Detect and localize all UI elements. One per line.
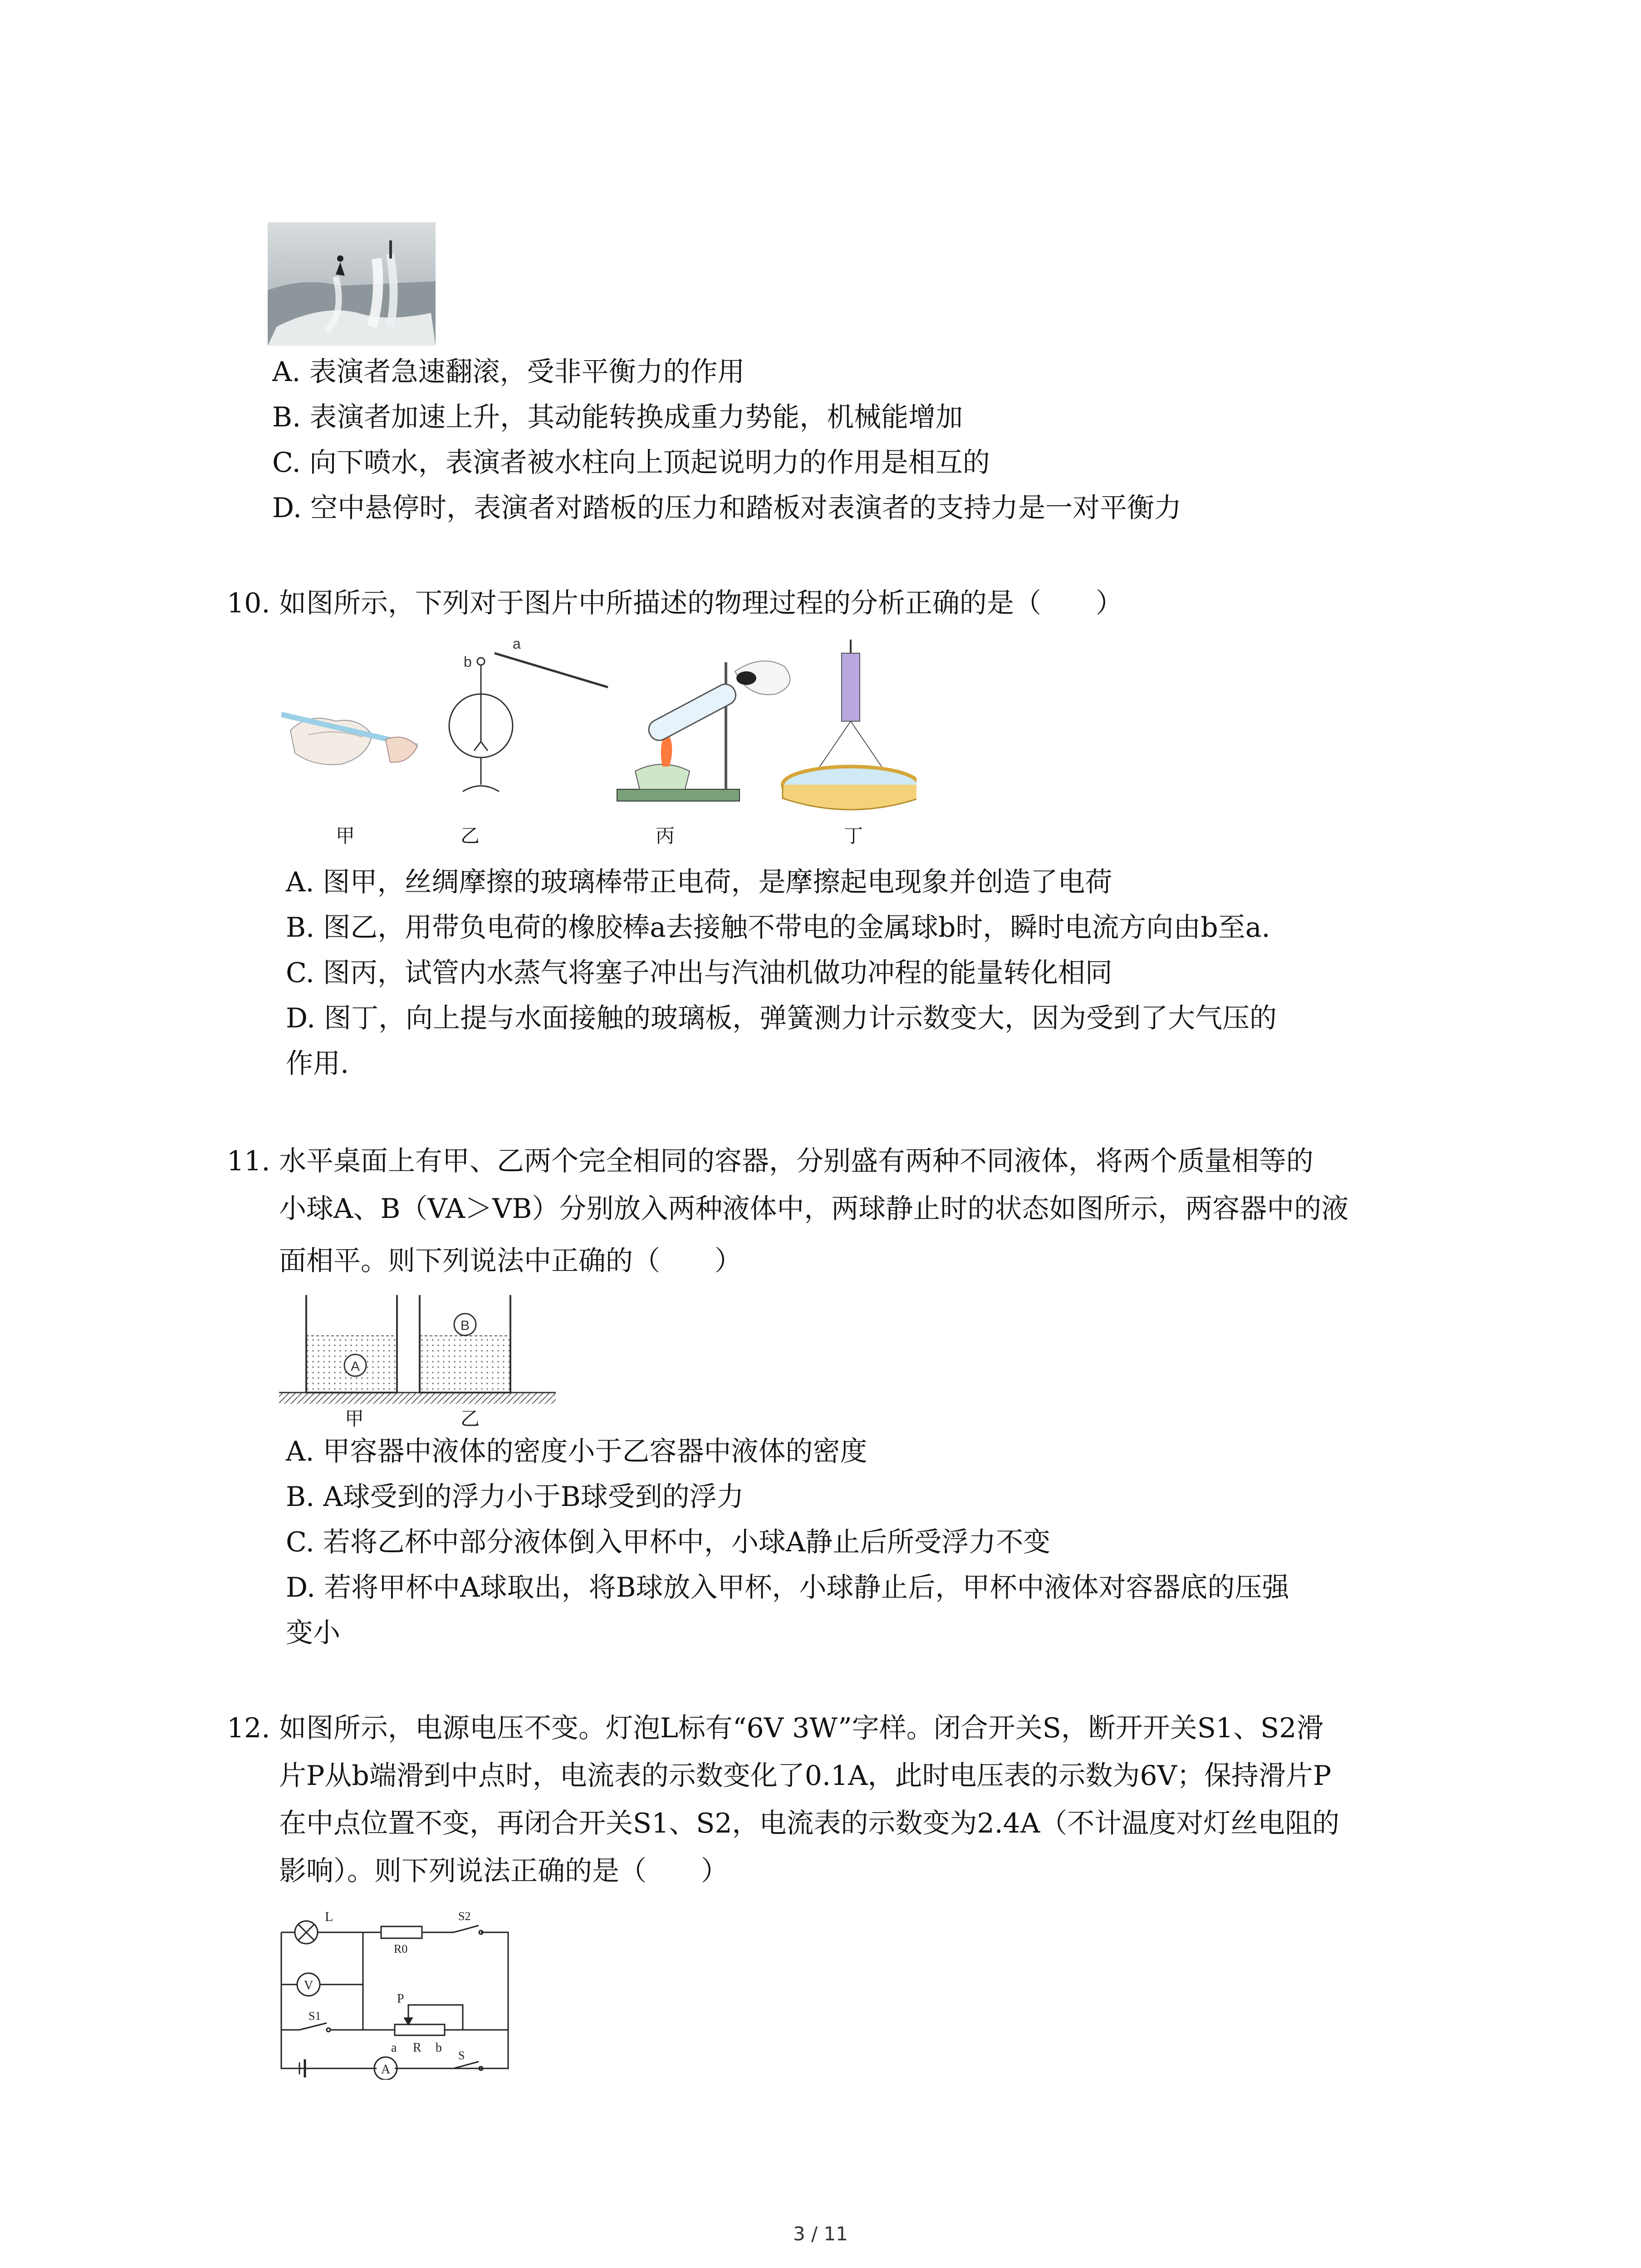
circuit-label-v: V bbox=[304, 1979, 314, 1993]
circuit-label-r: R bbox=[413, 2041, 421, 2055]
q11-option-d-cont: 变小 bbox=[286, 1617, 340, 1649]
q11-label-yi: 乙 bbox=[460, 1408, 480, 1430]
fig-letter-a: a bbox=[513, 635, 521, 652]
q11-option-d: D. 若将甲杯中A球取出，将B球放入甲杯，小球静止后，甲杯中液体对容器底的压强 bbox=[286, 1572, 1289, 1603]
circuit-art bbox=[272, 1907, 526, 2080]
q10-option-a: A. 图甲，丝绸摩擦的玻璃棒带正电荷，是摩擦起电现象并创造了电荷 bbox=[286, 866, 1112, 898]
circuit-label-ammeter: A bbox=[381, 2063, 391, 2077]
fig-label-ding: 丁 bbox=[844, 825, 863, 847]
q12-number: 12. bbox=[227, 1712, 270, 1744]
q9-option-c: C. 向下喷水，表演者被水柱向上顶起说明力的作用是相互的 bbox=[272, 447, 990, 479]
q11-label-jia: 甲 bbox=[345, 1408, 364, 1430]
q10-option-d: D. 图丁，向上提与水面接触的玻璃板，弹簧测力计示数变大，因为受到了大气压的 bbox=[286, 1002, 1277, 1034]
q9-option-b: B. 表演者加速上升，其动能转换成重力势能，机械能增加 bbox=[272, 401, 963, 433]
ball-a-label: A bbox=[351, 1359, 360, 1374]
circuit-label-s: S bbox=[458, 2049, 465, 2062]
circuit-label-r0: R0 bbox=[394, 1942, 408, 1955]
q11-option-c: C. 若将乙杯中部分液体倒入甲杯中，小球A静止后所受浮力不变 bbox=[286, 1526, 1051, 1558]
q12-circuit-diagram bbox=[272, 1907, 526, 2080]
fig-yi-electroscope bbox=[449, 653, 608, 792]
circuit-label-s2: S2 bbox=[458, 1910, 471, 1923]
q10-figure bbox=[281, 635, 916, 848]
q11-number: 11. bbox=[227, 1145, 270, 1177]
q11-figure-art bbox=[279, 1295, 560, 1413]
fig-jia-rubbing-rod bbox=[281, 714, 417, 765]
q11-option-b: B. A球受到的浮力小于B球受到的浮力 bbox=[286, 1481, 744, 1513]
q10-option-c: C. 图丙，试管内水蒸气将塞子冲出与汽油机做功冲程的能量转化相同 bbox=[286, 957, 1112, 989]
ball-b-label: B bbox=[460, 1318, 470, 1333]
q9-option-d: D. 空中悬停时，表演者对踏板的压力和踏板对表演者的支持力是一对平衡力 bbox=[272, 492, 1182, 524]
q12-stem-line1: 如图所示，电源电压不变。灯泡L标有“6V 3W”字样。闭合开关S，断开开关S1、S2滑 bbox=[279, 1712, 1324, 1744]
circuit-label-l: L bbox=[325, 1909, 333, 1924]
q12-stem-line4: 影响）。则下列说法正确的是（ ） bbox=[279, 1855, 728, 1887]
circuit-label-s1: S1 bbox=[309, 2009, 321, 2023]
q10-stem: 如图所示，下列对于图片中所描述的物理过程的分析正确的是（ ） bbox=[279, 587, 1123, 619]
q10-option-b: B. 图乙，用带负电荷的橡胶棒a去接触不带电的金属球b时，瞬时电流方向由b至a. bbox=[286, 912, 1270, 943]
fig-label-bing: 丙 bbox=[656, 825, 675, 847]
fig-label-jia: 甲 bbox=[336, 825, 355, 847]
fig-letter-b: b bbox=[464, 654, 472, 670]
page-number: 3 / 11 bbox=[793, 2223, 848, 2245]
q9-option-a: A. 表演者急速翻滚，受非平衡力的作用 bbox=[272, 356, 745, 388]
q10-number: 10. bbox=[227, 587, 270, 619]
q12-stem-line3: 在中点位置不变，再闭合开关S1、S2，电流表的示数变为2.4A（不计温度对灯丝电阻的 bbox=[279, 1808, 1340, 1839]
q11-stem-line3: 面相平。则下列说法中正确的（ ） bbox=[279, 1245, 742, 1277]
circuit-label-p: P bbox=[397, 1992, 404, 2006]
flyboard-photo-art bbox=[268, 222, 436, 346]
q11-figure bbox=[279, 1295, 560, 1413]
flyboard-photo bbox=[268, 222, 436, 346]
fig-ding-spring-scale bbox=[783, 640, 916, 810]
fig-bing-test-tube bbox=[617, 661, 790, 801]
q10-option-d-cont: 作用. bbox=[286, 1048, 349, 1080]
fig-label-yi: 乙 bbox=[460, 825, 480, 847]
q11-stem-line1: 水平桌面上有甲、乙两个完全相同的容器，分别盛有两种不同液体，将两个质量相等的 bbox=[279, 1145, 1313, 1177]
q10-figure-art bbox=[281, 635, 916, 848]
q11-option-a: A. 甲容器中液体的密度小于乙容器中液体的密度 bbox=[286, 1436, 867, 1467]
q11-stem-line2: 小球A、B（VA＞VB）分别放入两种液体中，两球静止时的状态如图所示，两容器中的液 bbox=[279, 1193, 1349, 1225]
q12-stem-line2: 片P从b端滑到中点时，电流表的示数变化了0.1A，此时电压表的示数为6V；保持滑片P bbox=[279, 1760, 1332, 1792]
circuit-label-a-end: a bbox=[391, 2041, 397, 2055]
circuit-label-b-end: b bbox=[436, 2041, 442, 2055]
